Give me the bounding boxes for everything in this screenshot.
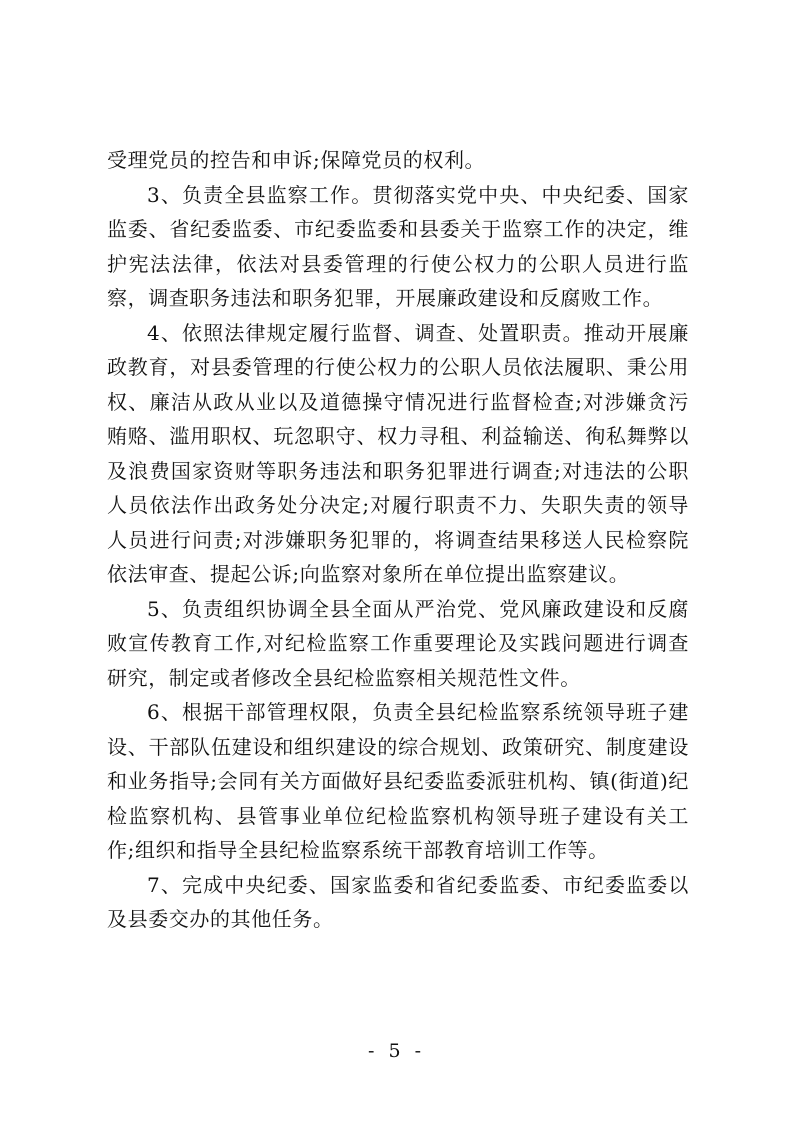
- paragraph-item-5: 5、负责组织协调全县全面从严治党、党风廉政建设和反腐败宣传教育工作,对纪检监察工作重要理论及实践问题进行调查研究，制定或者修改全县纪检监察相关规范性文件。: [107, 596, 689, 690]
- paragraph-item-7: 7、完成中央纪委、国家监委和省纪委监委、市纪委监委以及县委交办的其他任务。: [107, 872, 689, 931]
- paragraph-continued: 受理党员的控告和申诉;保障党员的权利。: [107, 148, 486, 172]
- page-number: - 5 -: [367, 1040, 425, 1062]
- paragraph-item-6: 6、根据干部管理权限，负责全县纪检监察系统领导班子建设、干部队伍建设和组织建设的综合规划、政策研究、制度建设和业务指导;会同有关方面做好县纪委监委派驻机构、镇(街道)纪检监察机构、县管事业单位纪检监察机构领导班子建设有关工作;组织和指导全县纪检监察系统干部教育培训工作等。: [107, 700, 689, 862]
- paragraph-item-3: 3、负责全县监察工作。贯彻落实党中央、中央纪委、国家监委、省纪委监委、市纪委监委和县委关于监察工作的决定，维护宪法法律，依法对县委管理的行使公权力的公职人员进行监察，调查职务违法和职务犯罪，开展廉政建设和反腐败工作。: [107, 182, 689, 310]
- paragraph-item-4: 4、依照法律规定履行监督、调查、处置职责。推动开展廉政教育，对县委管理的行使公权力的公职人员依法履职、秉公用权、廉洁从政从业以及道德操守情况进行监督检查;对涉嫌贪污贿赂、滥用职权、玩忽职守、权力寻租、利益输送、徇私舞弊以及浪费国家资财等职务违法和职务犯罪进行调查;对违法的公职人员依法作出政务处分决定;对履行职责不力、失职失责的领导人员进行问责;对涉嫌职务犯罪的，将调查结果移送人民检察院依法审查、提起公诉;向监察对象所在单位提出监察建议。: [107, 320, 689, 586]
- document-body: [107, 143, 689, 937]
